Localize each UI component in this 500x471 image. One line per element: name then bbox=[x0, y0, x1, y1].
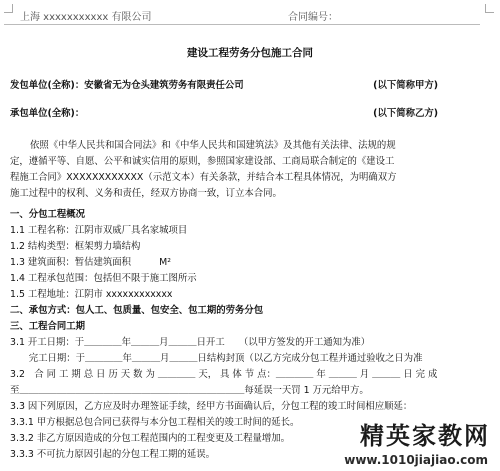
contractor-line bbox=[10, 80, 490, 92]
preamble-line: 施工过程中的权利、义务和责任，经双方协商一致，订立本合同。 bbox=[10, 188, 282, 199]
preamble-line: 依照《中华人民共和国合同法》和《中华人民共和国建筑法》及其他有关法律、法规的规 bbox=[30, 140, 396, 151]
crop-mark-top-right bbox=[485, 4, 494, 13]
section-heading: 三、工程合同工期 bbox=[10, 321, 86, 332]
section-line: 完工日期：于＿＿＿＿年＿＿＿月＿＿＿日结构封顶（以乙方完成分包工程并通过验收之日为准 bbox=[10, 353, 423, 364]
contractor-suffix: (以下简称甲方) bbox=[373, 80, 438, 91]
section-line: 1.2 结构类型：框架剪力墙结构 bbox=[10, 241, 141, 252]
section-line: 1.1 工程名称：江阴市双威厂具名家城项目 bbox=[10, 225, 188, 236]
header-contract-number: 合同编号： bbox=[288, 12, 338, 23]
preamble-line: 定，遵循平等、自愿、公平和诚实信用的原则，参照国家建设部、工商局联合制定的《建设工 bbox=[10, 156, 395, 167]
subcontractor-suffix: (以下简称乙方) bbox=[373, 108, 438, 119]
section-line: 3.3 因下列原因，乙方应及时办理签证手续，经甲方书面确认后，分包工程的竣工时间相应顺延： bbox=[10, 401, 413, 412]
section-line: 至＿＿＿＿＿＿＿＿＿＿＿＿＿＿＿＿＿＿＿＿＿＿＿＿每延误一天罚 1 万元给甲方。 bbox=[10, 385, 369, 396]
header-rule bbox=[4, 24, 480, 25]
section-line: 3.2 合 同 工 期 总 日 历 天 数 为 ＿＿＿＿ 天， 具 体 节 点：＿＿＿＿ 年 ＿＿＿ 月 ＿＿＿ 日 完 成 bbox=[10, 369, 438, 380]
header-company: 上海 xxxxxxxxxxx 有限公司 bbox=[20, 12, 152, 23]
contractor-label: 发包单位(全称)： bbox=[10, 80, 85, 91]
section-line: 3.3.3 不可抗力原因引起的分包工程工期的延误。 bbox=[10, 449, 215, 460]
section-line: 3.3.2 非乙方原因造成的分包工程范围内的工程变更及工程量增加。 bbox=[10, 433, 290, 444]
watermark-url: www.1010jiajiao.com bbox=[344, 453, 488, 467]
contractor-name: 安徽省无为仓头建筑劳务有限责任公司 bbox=[84, 80, 244, 91]
section-line: 1.4 工程承包范围：包括但不限于施工图所示 bbox=[10, 273, 197, 284]
crop-mark-top-left bbox=[4, 4, 13, 13]
section-line: 3.1 开工日期：于＿＿＿＿年＿＿＿月＿＿＿日开工 （以甲方签发的开工通知为准） bbox=[10, 337, 371, 348]
document-title: 建设工程劳务分包施工合同 bbox=[187, 47, 313, 59]
section-heading: 二、承包方式：包人工、包质量、包安全、包工期的劳务分包 bbox=[10, 305, 264, 316]
section-line: 3.3.1 甲方根据总包合同已获得与本分包工程相关的竣工时间的延长。 bbox=[10, 417, 300, 428]
subcontractor-label: 承包单位(全称)： bbox=[10, 108, 85, 119]
section-heading: 一、分包工程概况 bbox=[10, 209, 86, 220]
section-line: 1.5 工程地址：江阴市 xxxxxxxxxxxx bbox=[10, 289, 173, 300]
preamble-line: 程施工合同》XXXXXXXXXXXX（示范文本）有关条款，并结合本工程具体情况，为明确双方 bbox=[10, 172, 397, 183]
subcontractor-line bbox=[10, 108, 490, 120]
section-line: 1.3 建筑面积：暂估建筑面积 M² bbox=[10, 257, 171, 268]
watermark-logo: 精英家教网 bbox=[360, 422, 490, 450]
